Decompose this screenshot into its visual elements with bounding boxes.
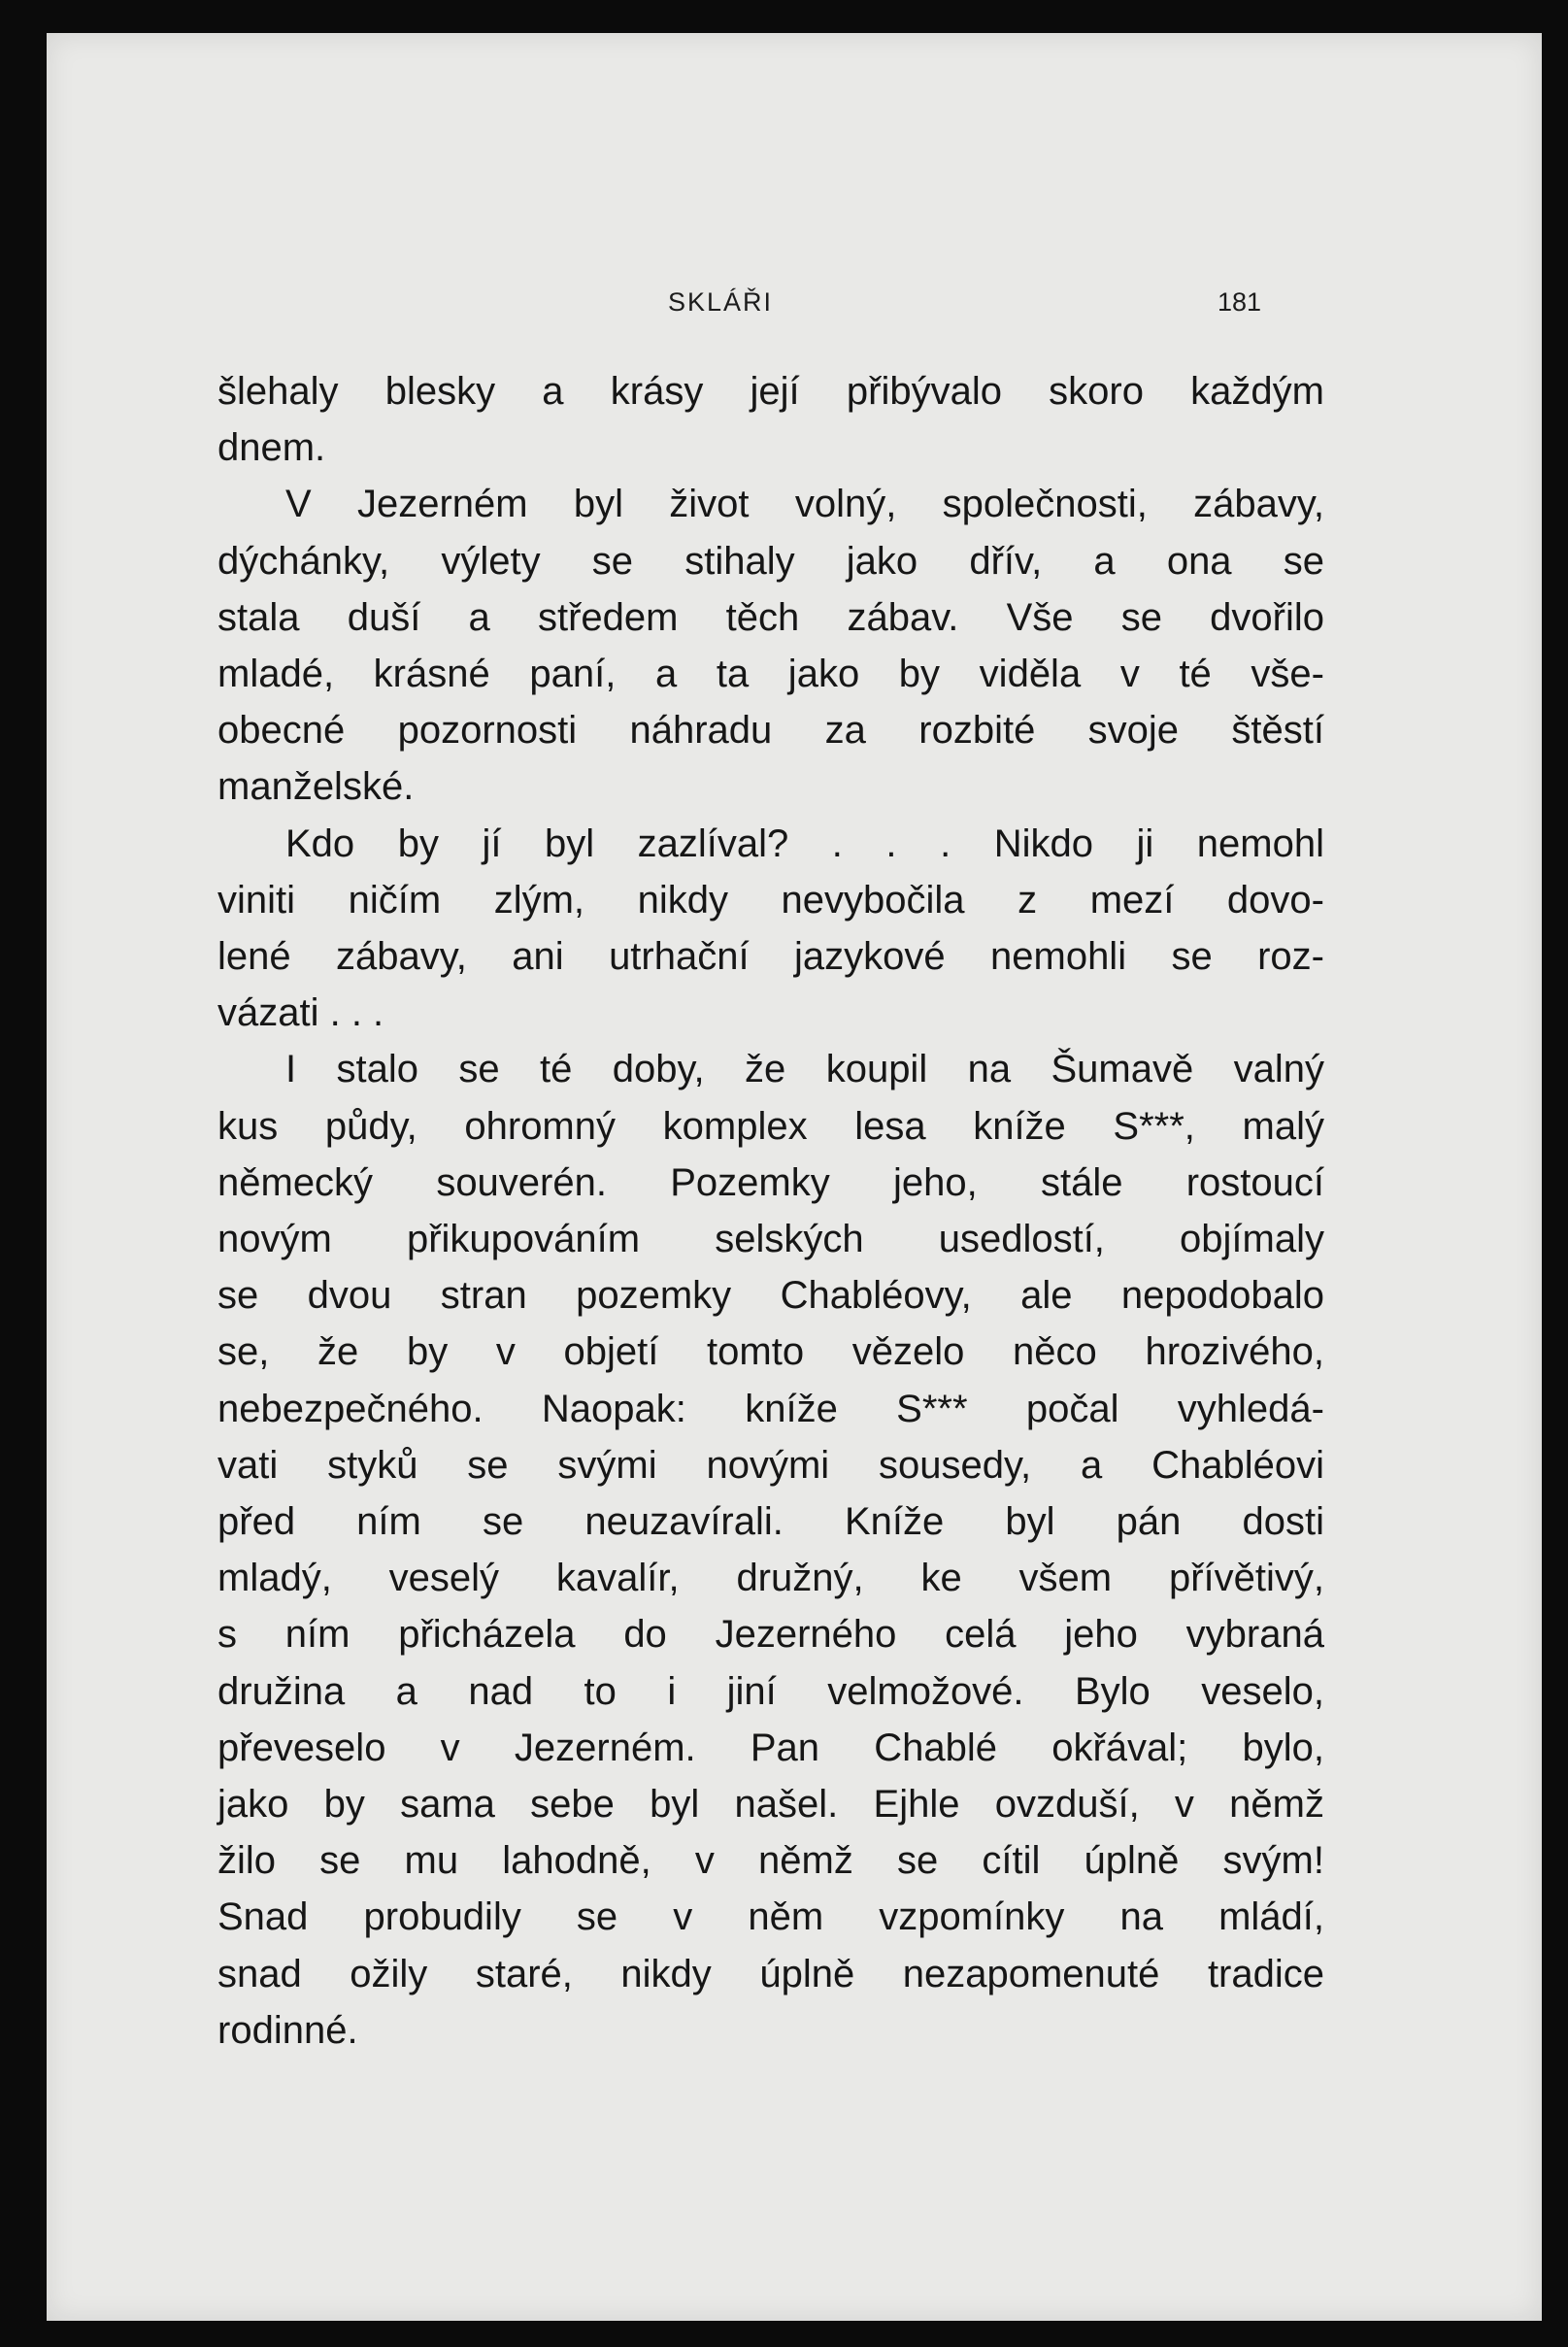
text-line: snad ožily staré, nikdy úplně nezapomenuté tradice <box>217 1952 1324 1995</box>
text-line: I stalo se té doby, že koupil na Šumavě valný <box>285 1048 1324 1091</box>
paragraph-3 <box>217 816 1324 1042</box>
text-line: lené zábavy, ani utrhační jazykové nemohli se roz- <box>217 935 1324 979</box>
text-line: V Jezerném byl život volný, společnosti, zábavy, <box>285 483 1324 526</box>
text-line: se, že by v objetí tomto vězelo něco hrozivého, <box>217 1330 1324 1374</box>
text-line: novým přikupováním selských usedlostí, objímaly <box>217 1218 1324 1261</box>
text-line: vázati . . . <box>217 991 384 1035</box>
text-line: dýchánky, výlety se stihaly jako dřív, a ona se <box>217 539 1324 583</box>
text-line: obecné pozornosti náhradu za rozbité svoje štěstí <box>217 709 1324 753</box>
text-line: manželské. <box>217 765 415 809</box>
text-line: rodinné. <box>217 2008 358 2052</box>
text-line: dnem. <box>217 426 326 470</box>
paragraph-1 <box>217 363 1324 476</box>
text-line: vati styků se svými novými sousedy, a Chabléovi <box>217 1443 1324 1487</box>
text-line: se dvou stran pozemky Chabléovy, ale nepodobalo <box>217 1274 1324 1318</box>
text-line: mladý, veselý kavalír, družný, ke všem přívětivý, <box>217 1557 1324 1600</box>
text-line: Kdo by jí byl zazlíval? . . . Nikdo ji nemohl <box>285 821 1324 865</box>
text-line: s ním přicházela do Jezerného celá jeho vybraná <box>217 1613 1324 1657</box>
text-line: viniti ničím zlým, nikdy nevybočila z mezí dovo- <box>217 878 1324 922</box>
page-number: 181 <box>1218 287 1262 317</box>
text-line: mladé, krásné paní, a ta jako by viděla v té vše- <box>217 653 1324 696</box>
text-line: jako by sama sebe byl našel. Ejhle ovzduší, v němž <box>217 1783 1324 1827</box>
text-line: kus půdy, ohromný komplex lesa kníže S***, malý <box>217 1104 1324 1148</box>
text-line: převeselo v Jezerném. Pan Chablé okřával; bylo, <box>217 1726 1324 1769</box>
text-line: stala duší a středem těch zábav. Vše se dvořilo <box>217 595 1324 639</box>
text-line: německý souverén. Pozemky jeho, stále rostoucí <box>217 1160 1324 1204</box>
paragraph-2 <box>217 476 1324 815</box>
paragraph-4 <box>217 1041 1324 2059</box>
text-line: před ním se neuzavírali. Kníže byl pán dosti <box>217 1500 1324 1544</box>
text-line: žilo se mu lahodně, v němž se cítil úplně svým! <box>217 1839 1324 1883</box>
chapter-title: SKLÁŘI <box>668 287 774 317</box>
book-page <box>47 33 1542 2321</box>
running-head <box>47 287 1542 326</box>
text-line: Snad probudily se v něm vzpomínky na mládí, <box>217 1895 1324 1939</box>
text-line: šlehaly blesky a krásy její přibývalo skoro každým <box>217 370 1324 413</box>
text-line: nebezpečného. Naopak: kníže S*** počal vyhledá- <box>217 1387 1324 1430</box>
body-text <box>217 363 1324 2059</box>
text-line: družina a nad to i jiní velmožové. Bylo veselo, <box>217 1669 1324 1713</box>
